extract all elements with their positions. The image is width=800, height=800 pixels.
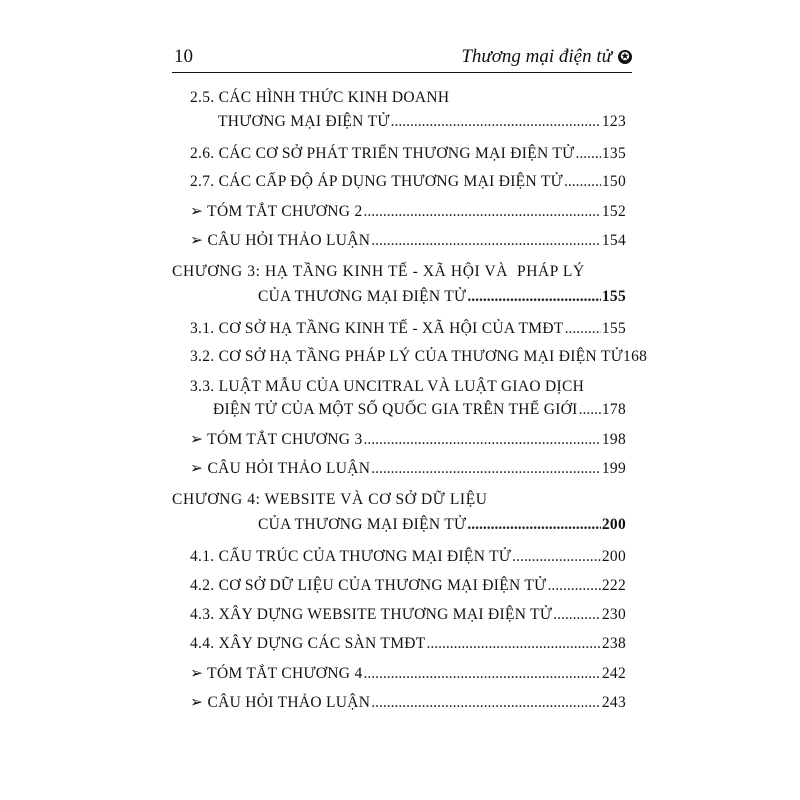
- dot-leader: [364, 431, 601, 449]
- dot-leader: [512, 548, 601, 566]
- dot-leader: [565, 320, 601, 338]
- toc-page-number: 168: [623, 348, 648, 365]
- toc-entry: [190, 348, 648, 366]
- running-title: Thương mại điện tử: [461, 46, 612, 67]
- toc-page-number: 123: [601, 113, 626, 130]
- toc-entry: [213, 401, 626, 419]
- toc-entry-title: 4.1. CẤU TRÚC CỦA THƯƠNG MẠI ĐIỆN TỬ: [190, 548, 512, 565]
- dot-leader: [467, 288, 601, 306]
- toc-entry-title: 2.7. CÁC CẤP ĐỘ ÁP DỤNG THƯƠNG MẠI ĐIỆN TỬ: [190, 173, 563, 190]
- toc-page-number: 154: [601, 232, 626, 249]
- toc-page-number: 199: [601, 460, 626, 477]
- dot-leader: [371, 460, 601, 478]
- toc-entry-title: ➢ TÓM TẮT CHƯƠNG 3: [190, 431, 363, 448]
- toc-entry-title-line: 2.5. CÁC HÌNH THỨC KINH DOANH: [190, 89, 450, 106]
- dot-leader: [564, 173, 601, 191]
- toc-page-number: 242: [601, 665, 626, 682]
- toc-entry: [190, 202, 626, 221]
- chapter-heading-line: CHƯƠNG 3: HẠ TẦNG KINH TẾ - XÃ HỘI VÀ PHÁP LÝ: [172, 263, 585, 280]
- dot-leader: [364, 203, 601, 221]
- toc-page-number: 135: [601, 145, 626, 162]
- toc-entry-title: THƯƠNG MẠI ĐIỆN TỬ: [218, 113, 390, 130]
- ornament-icon: ✪: [618, 50, 632, 64]
- toc-page-number: 155: [601, 288, 626, 305]
- toc-page-number: 178: [601, 401, 626, 418]
- toc-entry: [190, 459, 626, 478]
- toc-page-number: 243: [601, 694, 626, 711]
- toc-entry-title: ➢ CÂU HỎI THẢO LUẬN: [190, 460, 371, 477]
- dot-leader: [467, 516, 601, 534]
- toc-entry: [190, 173, 626, 191]
- dot-leader: [579, 401, 601, 419]
- toc-entry-title: ➢ CÂU HỎI THẢO LUẬN: [190, 694, 371, 711]
- page-header: [172, 44, 632, 74]
- header-rule: [172, 72, 632, 73]
- toc-entry-title-line: 3.3. LUẬT MẪU CỦA UNCITRAL VÀ LUẬT GIAO DỊCH: [190, 378, 585, 395]
- toc-page-number: 230: [601, 606, 626, 623]
- toc-page-number: 150: [601, 173, 626, 190]
- toc-entry-title: CỦA THƯƠNG MẠI ĐIỆN TỬ: [258, 288, 467, 305]
- toc-entry-title: 4.3. XÂY DỰNG WEBSITE THƯƠNG MẠI ĐIỆN TỬ: [190, 606, 553, 623]
- toc-entry: [190, 606, 626, 624]
- toc-page-number: 222: [601, 577, 626, 594]
- toc-entry: [190, 320, 626, 338]
- dot-leader: [371, 694, 601, 712]
- dot-leader: [364, 665, 601, 683]
- toc-entry: [190, 664, 626, 683]
- page-number: 10: [174, 46, 193, 67]
- dot-leader: [575, 145, 600, 163]
- dot-leader: [553, 606, 601, 624]
- toc-entry-title: ➢ TÓM TẮT CHƯƠNG 4: [190, 665, 363, 682]
- toc-entry-title: 2.6. CÁC CƠ SỞ PHÁT TRIỂN THƯƠNG MẠI ĐIỆN TỬ: [190, 145, 575, 162]
- toc-entry: [190, 635, 626, 653]
- toc-entry-title: 4.4. XÂY DỰNG CÁC SÀN TMĐT: [190, 635, 426, 652]
- toc-entry: [218, 113, 626, 131]
- toc-page-number: 200: [601, 516, 626, 533]
- toc-entry-title: CỦA THƯƠNG MẠI ĐIỆN TỬ: [258, 516, 467, 533]
- toc-entry: [190, 548, 626, 566]
- toc-page-number: 198: [601, 431, 626, 448]
- toc-entry: [190, 577, 626, 595]
- dot-leader: [548, 577, 601, 595]
- toc-entry-title: 3.2. CƠ SỞ HẠ TẦNG PHÁP LÝ CỦA THƯƠNG MẠI ĐIỆN TỬ: [190, 348, 624, 365]
- toc-entry: [190, 145, 626, 163]
- toc-entry-title: ➢ CÂU HỎI THẢO LUẬN: [190, 232, 371, 249]
- toc-entry: [190, 231, 626, 250]
- dot-leader: [427, 635, 601, 653]
- dot-leader: [371, 232, 601, 250]
- toc-page-number: 152: [601, 203, 626, 220]
- toc-page-number: 238: [601, 635, 626, 652]
- chapter-heading-line: CHƯƠNG 4: WEBSITE VÀ CƠ SỞ DỮ LIỆU: [172, 491, 488, 508]
- toc-entry-title: 4.2. CƠ SỞ DỮ LIỆU CỦA THƯƠNG MẠI ĐIỆN TỬ: [190, 577, 547, 594]
- toc-page-number: 200: [601, 548, 626, 565]
- toc-entry: [190, 430, 626, 449]
- toc-chapter-entry: [258, 516, 626, 534]
- dot-leader: [391, 113, 601, 131]
- toc-page-number: 155: [601, 320, 626, 337]
- toc-entry-title: ĐIỆN TỬ CỦA MỘT SỐ QUỐC GIA TRÊN THẾ GIỚI: [213, 401, 578, 418]
- toc-entry-title: ➢ TÓM TẮT CHƯƠNG 2: [190, 203, 363, 220]
- toc-entry-title: 3.1. CƠ SỞ HẠ TẦNG KINH TẾ - XÃ HỘI CỦA TMĐT: [190, 320, 564, 337]
- toc-entry: [190, 693, 626, 712]
- toc-chapter-entry: [258, 288, 626, 306]
